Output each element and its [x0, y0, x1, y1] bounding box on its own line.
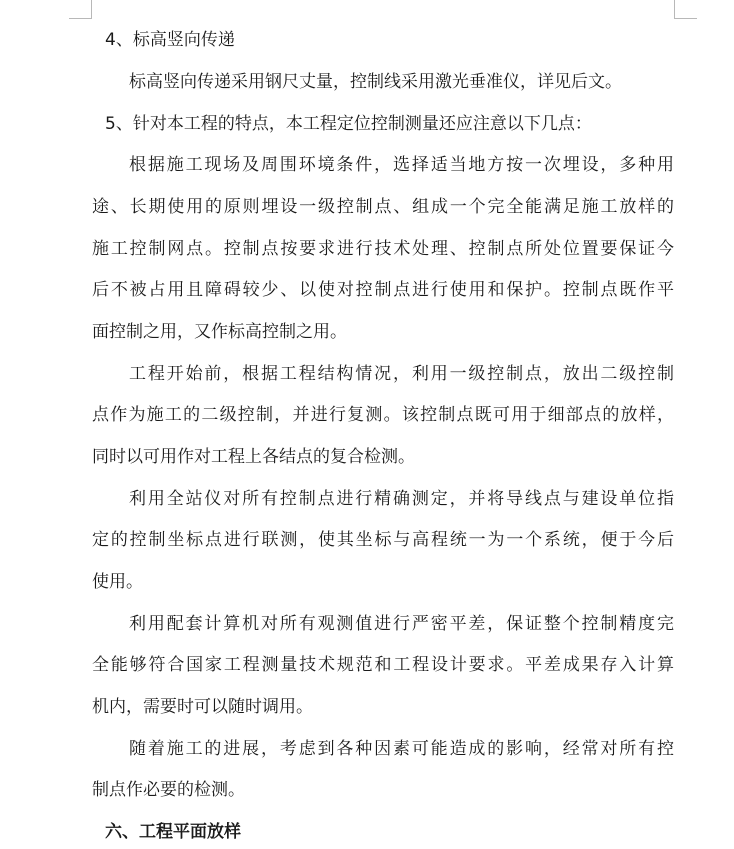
para3-line1: 利用全站仪对所有控制点进行精确测定，并将导线点与建设单位指	[129, 489, 674, 509]
para4-line1: 利用配套计算机对所有观测值进行严密平差，保证整个控制精度完	[129, 614, 674, 634]
para1-line3: 施工控制网点。控制点按要求进行技术处理、控制点所处位置要保证今	[92, 239, 674, 259]
para2-line3: 同时以可用作对工程上各结点的复合检测。	[92, 447, 415, 467]
para2-line2: 点作为施工的二级控制，并进行复测。该控制点既可用于细部点的放样，	[92, 405, 674, 425]
para1-line4: 后不被占用且障碍较少、以使对控制点进行使用和保护。控制点既作平	[92, 280, 674, 300]
para1-line2: 途、长期使用的原则埋设一级控制点、组成一个完全能满足施工放样的	[92, 197, 674, 217]
para2-line1: 工程开始前，根据工程结构情况，利用一级控制点，放出二级控制	[129, 364, 674, 384]
para5-line1: 随着施工的进展，考虑到各种因素可能造成的影响，经常对所有控	[129, 739, 674, 759]
para4-line3: 机内，需要时可以随时调用。	[92, 697, 313, 717]
para5-line2: 制点作必要的检测。	[92, 780, 245, 800]
item-4-title: 4、标高竖向传递	[105, 30, 235, 50]
section-6-heading: 六、工程平面放样	[105, 822, 241, 842]
para3-line3: 使用。	[92, 572, 143, 592]
para1-line5: 面控制之用，又作标高控制之用。	[92, 322, 347, 342]
para3-line2: 定的控制坐标点进行联测，使其坐标与高程统一为一个系统，便于今后	[92, 530, 674, 550]
para1-line1: 根据施工现场及周围环境条件，选择适当地方按一次埋设，多种用	[129, 155, 674, 175]
item-4-body: 标高竖向传递采用钢尺丈量，控制线采用激光垂准仪，详见后文。	[129, 72, 622, 92]
para4-line2: 全能够符合国家工程测量技术规范和工程设计要求。平差成果存入计算	[92, 655, 674, 675]
item-5-title: 5、针对本工程的特点，本工程定位控制测量还应注意以下几点：	[105, 114, 592, 134]
top-right-crop-mark	[674, 0, 697, 19]
top-left-crop-mark	[69, 0, 92, 19]
